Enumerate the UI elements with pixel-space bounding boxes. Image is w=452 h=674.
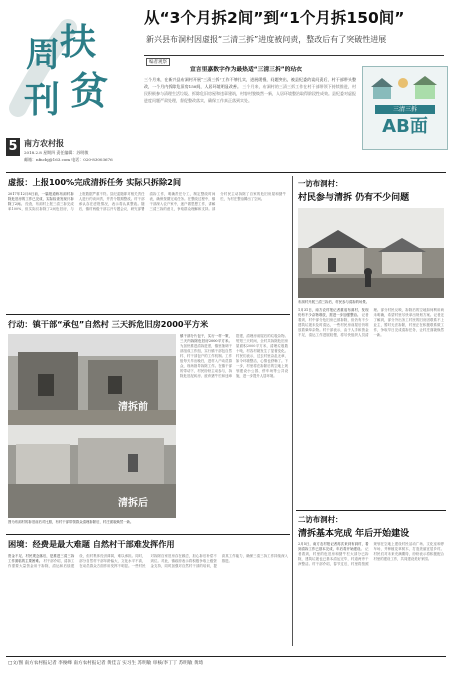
lead-subhead: 新兴县布洞村因虚报“三清三拆”进度被问责，整改后有了突破性进展 [146, 35, 387, 44]
section3-body [8, 554, 288, 652]
editorial-tag: 编者观察 [146, 58, 170, 66]
page-number: 5 [6, 138, 20, 156]
section4-body [298, 308, 444, 506]
svg-text:周: 周 [26, 35, 60, 75]
svg-text:刊: 刊 [24, 79, 61, 121]
section4-headline: 村民参与清拆 仍有不少问题 [298, 193, 410, 203]
label-after: 清拆后 [118, 498, 148, 509]
section1-body [8, 192, 286, 310]
sidebar-badge: AB面 [382, 116, 428, 137]
right-column-divider [292, 176, 293, 646]
section5-headline: 清拆基本完成 年后开始建设 [298, 529, 410, 539]
section4-body-text: 1月31日，南方农村报记者重返布洞村，发现仍有不少杂物堆放，需进一步加强整治。 [298, 308, 369, 317]
section3-body-text: 资金不足、村民观念落后，是推进三清三拆工作面临的主要困难。 [8, 554, 75, 563]
section4-kicker: 一访布洞村： [298, 179, 343, 188]
paper-name: 南方农村报 [24, 139, 64, 148]
divider-right [296, 510, 446, 511]
footer-credits: □文/图 南方农村报记者 李俊峰 南方农村报记者 黄佳言 实习生 苏明敏 审核/李丁丁 苏明敏 黄琦 [8, 661, 204, 666]
divider-3 [6, 534, 290, 535]
section5-body-filler: 记者看到，村里的危旧房和猪牛栏大部分已拆除，建筑垃圾也已基本清运完毕，村道两旁干净整洁。村干部介绍，春节过后，村里将按照规划在空地上建设村民活动广场、文化室和停车场，并种植花草树木，打造美丽宜居乡村。村民们对未来充满期待，纷纷表示将积极配合村里的建设工作，共同建设美好家园。 [298, 542, 444, 566]
divider-2 [6, 314, 290, 315]
section1-headline: 虚报：上报100%完成清拆任务 实际只拆除2间 [8, 177, 182, 187]
section3-headline: 困境：经费是最大难题 自然村干部难发挥作用 [8, 539, 175, 549]
section2-body-filler: 为加快推进清拆进度，镇里抽调干部组成工作组，实行镇干部包自然村、村干部包户的工作机制。工作组每天早出晚归，进村入户动员群众，现场指导拆除工作。在镇干部的带动下，村民纷纷主动参与，拆除危旧泥砖房、废弃猪牛栏和违章搭建，清理房前屋后的垃圾杂物。短短三天时间，全村共拆除危旧房屋面积2000平方米，清理垃圾数十吨，村容村貌发生了显著变化。村民们表示，过去村里杂乱无章，如今环境整洁，心情也舒畅了。下一步，村里将在拆除后的空地上规划建设小公园、停车场等公共设施，进一步提升人居环境。 [180, 334, 288, 378]
section5-body [298, 542, 444, 652]
lead-headline: 从“3个月拆2间”到“1个月拆150间” [144, 9, 405, 27]
section4-photo-caption: 布洞村开展三清三拆后，村民参与清拆的场景。 [298, 300, 370, 304]
svg-text:扶: 扶 [60, 21, 97, 63]
section5-body-text: 2月5日，南方农村报记者再次来到布洞村，看到清拆工作已基本完成，年后将开始建设。 [298, 542, 369, 551]
label-before: 清拆前 [118, 402, 148, 413]
sidebar-caption: 三清三拆 [375, 105, 435, 114]
lead-body [144, 76, 356, 164]
ab-sidebar [362, 66, 448, 150]
before-after-photo [8, 334, 176, 518]
section2-body-text: 镇干部分片包干，实行一村一策，三天内拆除危旧房2000平方米。 [180, 334, 232, 343]
date-line: 2018.2.8 星期四 责任编辑：苏明敏 [24, 150, 89, 155]
section1-body-filler: 经查，布洞村上报三清三拆完成率100%，但实际仅拆除了2间危旧房，与上报数据严重不符。县纪委随即对相关责任人进行约谈问责，并责令限期整改。村干部承认存在虚报情况，表示将认真整改。随后，镇村两级干部召开专题会议，研究部署清拆工作，明确责任分工，制定整改时间表，确保按期完成任务。在整改过程中，镇干部深入农户家中，逐户做思想工作，讲解三清三拆的意义，争取群众理解和支持。部分村民主动拆除了自家的危旧房屋和猪牛栏，为村庄整治腾出了空间。 [8, 192, 286, 211]
contact-line: 邮箱：nfncbj@163.com 电话：020-83003676 [24, 157, 113, 162]
section1-body-text: 2017年12月8日前，一篇报道称布洞村拆除危旧房的工作已完成，实际检查发现只拆除了2间。 [8, 192, 74, 206]
section2-photo-caption: 图为布洞村的拆旧前后对比照，有村干部带领群众清理拆除后，村庄面貌焕然一新。 [8, 520, 134, 524]
section3-body-filler: 村干部介绍，清拆工作需要大量资金用于拆除、清运和后续建设，但村集体经济薄弱，难以承担。同时，部分自然村干部年龄偏大，文化水平不高，在动员群众方面作用发挥不明显。一些村民对拆除自家旧房存在顾虑，担心拆后补偿不到位。对此，镇政府表示将积极争取上级资金支持，同时加强对自然村干部的培训，提高其工作能力，确保三清三拆工作持续深入推进。 [8, 554, 288, 568]
lead-divider [144, 55, 444, 56]
lead-body-filler: 三个月来，布洞村的三清三拆工作在村干部带领下持续推进，村民积极参与清理生活垃圾、拆除危旧房屋和违章建筑，村容村貌焕然一新，人居环境整治取得阶段性成效。县纪委对虚报进度问题严肃处理，督促整改落实，确保工作真正落到实处。 [144, 84, 356, 103]
lead-intro: 宣言里嘉数字作为最热适“三清三拆”的玷衣 [190, 67, 302, 73]
village-photo [298, 208, 444, 298]
section4-body-filler: 记者看到，村中部分危旧房已被拆除，但仍有不少建筑垃圾未及时清运，一些村民房前屋后仍堆放着柴草杂物。村干部表示，由于人手和资金不足，清运工作进展较慢，将尽快组织人员清理。部分村民反映，拆除后的空地如何利用尚未明确，希望村里尽快拿出规划方案。记者还了解到，部分外出务工村民的旧房因联系不上业主，暂时无法拆除，村里正在积极联系做工作，争取早日完成清拆任务，让村庄面貌焕然一新。 [298, 308, 444, 337]
masthead-logo [8, 8, 124, 128]
lead-body-text: 三个月来，在新兴县布洞村开展“三清三拆”工作不够扎实，进展缓慢，问题突出，被县纪委约谈问责后，村干部带头整改，一个月内拆除危旧房150间，人居环境明显改善。 [144, 77, 356, 89]
section2-headline: 行动：镇干部“承包”自然村 三天拆危旧房2000平方米 [8, 319, 209, 329]
section5-kicker: 二访布洞村： [298, 515, 343, 524]
svg-text:贫: 贫 [70, 68, 109, 113]
section2-body [180, 334, 288, 530]
sidebar-illustration [371, 73, 439, 103]
footer-rule [6, 656, 446, 657]
top-divider [6, 172, 446, 173]
